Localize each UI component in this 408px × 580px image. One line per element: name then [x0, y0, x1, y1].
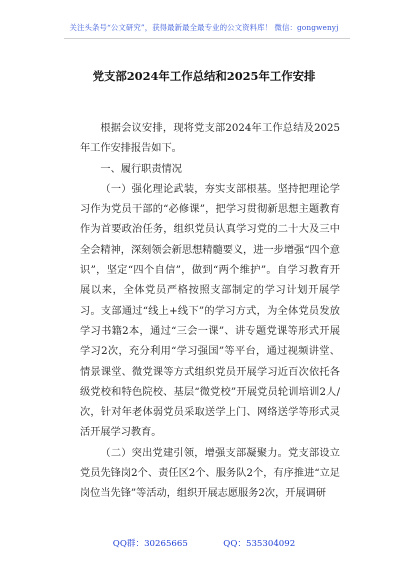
- document-body: [80, 119, 340, 505]
- qq-number: QQ：535304092: [223, 539, 296, 549]
- header-divider: [64, 38, 350, 39]
- body-paragraph: （一）强化理论武装，夯实支部根基。坚持把理论学习作为党员干部的“必修课”，把学习贯彻新思想主题教育作为首要政治任务，组织党员认真学习党的二十大及三中全会精神，深刻领会新思想精髓要义，进一步增强“四个意识”，坚定“四个自信”，做到“两个维护”。自学习教育开展以来，全体党员严格按照支部制定的学习计划开展学习。支部通过“线上+线下”的学习方式，为全体党员发放学习书籍2本，通过“三会一课”、讲专题党课等形式开展学习2次，充分利用“学习强国”等平台，通过视频讲堂、情景课堂、微党课等方式组织党员开展学习近百次依托各级党校和特色院校、基层“微党校”开展党员轮训培训2人/次，针对年老体弱党员采取送学上门、网络送学等形式灵活开展学习教育。: [80, 183, 340, 439]
- header-notice: 关注头条号“公文研究”，获得最新最全最专业的公文资料库！ 微信：gongwenyj: [69, 23, 339, 32]
- body-paragraph: （二）突出党建引领，增强支部凝聚力。党支部设立党员先锋岗2个、责任区2个、服务队2个，有序推进“立足岗位当先锋”等活动，组织开展志愿服务2次，开展调研: [80, 447, 340, 500]
- section-heading: 一、履行职责情况: [100, 163, 182, 175]
- qq-group-number: QQ群：30265665: [112, 539, 188, 549]
- footer-contact: [0, 537, 408, 549]
- intro-paragraph: 根据会议安排，现将党支部2024年工作总结及2025年工作安排报告如下。: [80, 123, 340, 155]
- document-title: 党支部2024年工作总结和2025年工作安排: [92, 69, 316, 83]
